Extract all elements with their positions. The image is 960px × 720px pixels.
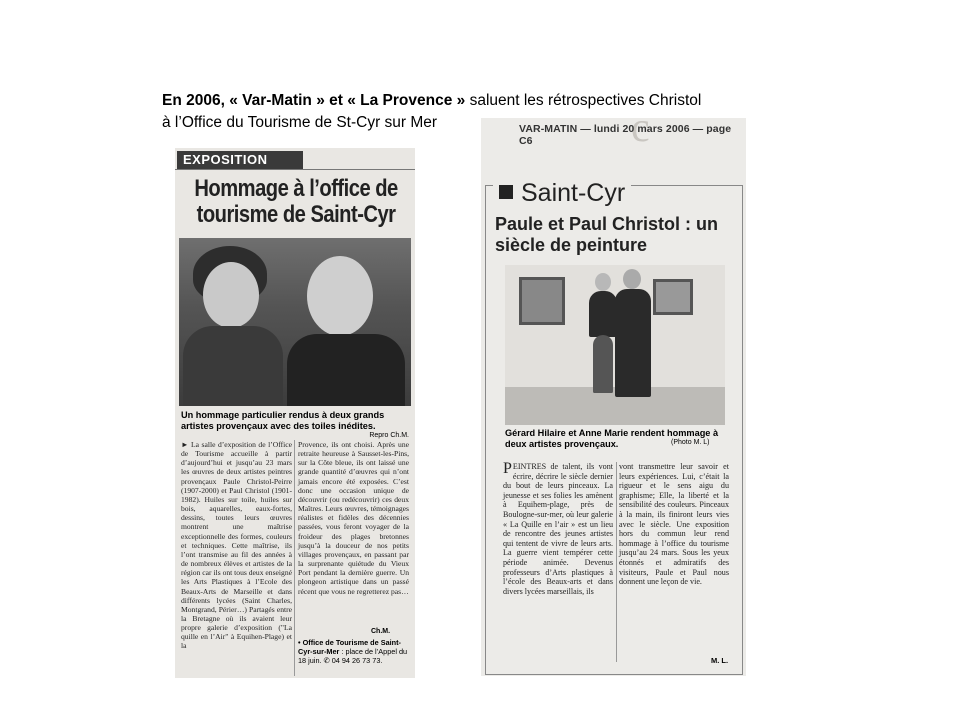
photo-body-man: [615, 289, 651, 397]
photo-legend: Un hommage particulier rendus à deux grands artistes provençaux avec des toiles inédites.: [181, 410, 385, 431]
photo-face-woman: [203, 262, 259, 328]
article-photo: [505, 265, 725, 425]
article-column-2: Provence, ils ont choisi. Après une retraite heureuse à Sausset-les-Pins, sur la Côte bleue, ils ont laissé une grande quantité d’œuvres qui n’ont jamais encore été exposées. C’est donc une occasion unique de découvrir (ou redécouvrir) ces deux Maîtres. Leurs œuvres, témoignages réalistes et fidèles des décennies passées, vous feront voyager de la froideur des plages bretonnes jusqu’à la douceur de nos petits villages provençaux, en passant par la surprenante quiétude du Vieux Port pendant la dernière guerre. Un plongeon artistique dans un passé récent que vous ne regretterez pas…: [298, 440, 409, 596]
column-divider: [616, 462, 617, 662]
photo-body-woman: [183, 326, 283, 406]
article-photo: [179, 238, 411, 406]
column-divider: [294, 440, 295, 676]
section-heading-text: Saint-Cyr: [521, 179, 626, 207]
newspaper-header: VAR-MATIN — lundi 20 mars 2006 — page C6: [519, 123, 732, 147]
newspaper-clipping-varmatin: [481, 118, 746, 676]
caption-text: saluent les rétrospectives Christol: [469, 92, 702, 109]
photo-face-man: [307, 256, 373, 336]
photo-painting-right: [653, 279, 693, 315]
photo-credit: (Photo M. L): [671, 439, 710, 446]
article-column-1: ► La salle d’exposition de l’Office de Tourisme accueille à partir d’aujourd’hui et jusqu’au 23 mars les œuvres de deux artistes peintres provençaux Paule Christol-Peirre (1907-2000) et Paul Christol (1901-1982). Huiles sur toile, huiles sur bois, aquarelles, eaux-fortes, dessins, toutes leurs œuvres montrent une maîtrise exceptionnelle des formes, couleurs et techniques. Cette maîtrise, ils l’ont transmise au fil des années à de nombreux élèves et artistes de la région car ils ont tous deux enseigné les Arts Plastiques à l’Ecole des Beaux-Arts de Marseille et dans différents lycées (Saint Charles, Montgrand, Périer…) Partagés entre la Bretagne où ils avaient leur propre galerie d’exposition ("La quille en l’Air" à Equihen-Plage) et la: [181, 440, 292, 651]
drop-cap: P: [503, 460, 512, 477]
photo-legs-woman: [593, 335, 613, 393]
caption-line2: à l’Office du Tourisme de St-Cyr sur Mer: [162, 114, 438, 131]
square-bullet-icon: [499, 185, 513, 199]
article-column-1: [503, 462, 613, 596]
article-column-1-text: EINTRES de talent, ils vont écrire, décrire le siècle dernier du bout de leurs pinceaux. La jeunesse et ses folies les amènent à Equihem-plage, près de Boulogne-sur-mer, où leur galerie « La Quille en l’air » est un lieu de rencontre des jeunes artistes qui tentent de vivre de leurs arts. La guerre vient tempérer cette période animée. Devenus professeurs d’Arts plastiques à l’école des Beaux-arts et dans divers lycées marseillais, ils: [503, 462, 613, 596]
article-signature: Ch.M.: [371, 628, 391, 635]
newspaper-clipping-provence: [175, 148, 415, 678]
article-headline: Hommage à l’office de tourisme de Saint-Cyr: [194, 175, 398, 228]
faint-background-letters: c: [631, 118, 650, 151]
article-headline: Paule et Paul Christol : un siècle de peinture: [495, 214, 719, 255]
address-name: • Office de Tourisme de Saint-Cyr-sur-Mer: [298, 638, 401, 656]
photo-head-man: [623, 269, 641, 289]
photo-legend: Gérard Hilaire et Anne Marie rendent hommage à deux artistes provençaux.: [505, 428, 719, 449]
photo-body-woman: [589, 291, 617, 337]
address-details: : place de l’Appel du 18 juin. ✆ 04 94 26 73 73.: [298, 647, 408, 665]
photo-head-woman: [595, 273, 611, 291]
address-info: [298, 638, 410, 665]
section-tag: EXPOSITION: [177, 151, 303, 169]
article-signature: M. L.: [711, 656, 729, 665]
photo-credit: Repro Ch.M.: [369, 432, 409, 439]
article-column-2: vont transmettre leur savoir et leurs expériences. Lui, c’était la rigueur et le sens aigu du graphisme; Elle, la liberté et la sensibilité des couleurs. Pinceaux à la main, ils finiront leurs vies avec le siècle. Une exposition hors du commun leur rend hommage à l’office du tourisme jusqu’au 24 mars. Sous les yeux étonnés et admiratifs des visiteurs, Paule et Paul nous donnent une leçon de vie.: [619, 462, 729, 587]
caption-bold: En 2006, « Var-Matin » et « La Provence »: [162, 92, 470, 109]
section-heading: [493, 178, 631, 208]
divider: [175, 169, 415, 170]
photo-painting-left: [519, 277, 565, 325]
photo-body-man: [287, 334, 405, 406]
